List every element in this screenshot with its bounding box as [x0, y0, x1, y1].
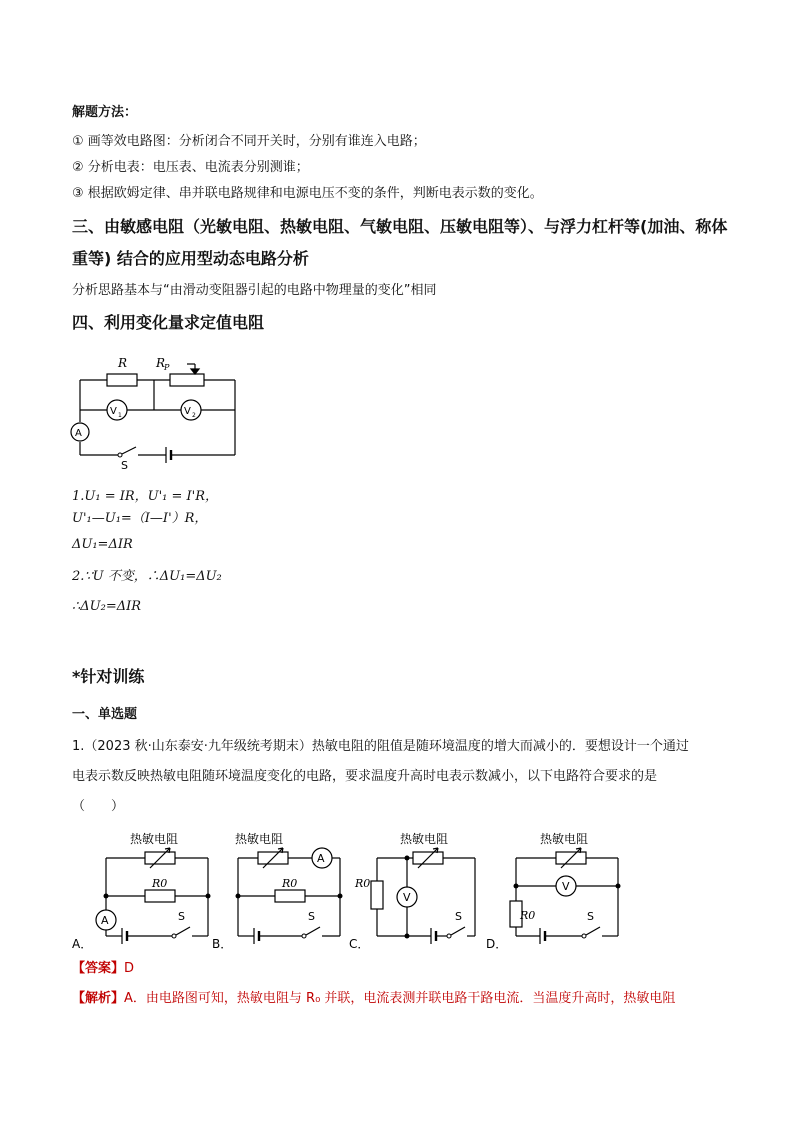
circuit-label-rp-sub: P: [164, 363, 170, 372]
circuit-label-r: R: [118, 356, 128, 370]
option-c-switch: S: [455, 910, 462, 923]
option-a-meter: A: [101, 914, 109, 927]
option-d-meter: V: [562, 880, 570, 893]
circuit-voltmeter-v2: V: [184, 406, 191, 417]
option-a-thermistor-label: 热敏电阻: [130, 832, 179, 846]
analysis-line: [72, 990, 675, 1008]
option-b-switch: S: [308, 910, 315, 923]
option-c-circuit: [345, 823, 485, 951]
question-type: 一、单选题: [72, 707, 138, 722]
analysis-text: A．由电路图可知，热敏电阻与 R₀ 并联，电流表测并联电路干路电流．当温度升高时，热敏电阻: [124, 991, 676, 1006]
option-a-circuit: [68, 823, 216, 951]
option-c-meter: V: [403, 891, 411, 904]
circuit-voltmeter-v1: V: [110, 406, 117, 417]
formula-2: U'₁—U₁=（I—I'）R，: [72, 511, 208, 526]
option-b-thermistor-label: 热敏电阻: [235, 832, 284, 846]
circuit-label-rp: R: [156, 356, 166, 370]
q1-line-2: 电表示数反映热敏电阻随环境温度变化的电路，要求温度升高时电表示数减小，以下电路符合要求的是: [72, 769, 658, 784]
section4-circuit-diagram: [70, 350, 250, 475]
section3-title-line2: 重等) 结合的应用型动态电路分析: [72, 249, 309, 268]
circuit-voltmeter-v2-sub: 2: [192, 412, 196, 419]
q1-line-1: 1.（2023 秋·山东泰安·九年级统考期末）热敏电阻的阻值是随环境温度的增大而减小的．要想设计一个通过: [72, 739, 689, 754]
section3-note: 分析思路基本与“由滑动变阻器引起的电路中物理量的变化”相同: [72, 283, 437, 298]
option-b-meter: A: [317, 852, 325, 865]
option-b-r0-label: R0: [282, 877, 298, 890]
option-c-letter: C．: [349, 937, 370, 951]
circuit-ammeter-a: A: [75, 428, 82, 439]
section4-title: 四、利用变化量求定值电阻: [72, 313, 265, 332]
option-d-r0-label: R0: [520, 909, 536, 922]
formula-4: 2.∵U 不变，∴ΔU₁=ΔU₂: [72, 569, 222, 584]
answer-value: D: [124, 961, 135, 976]
training-title: *针对训练: [72, 667, 145, 686]
option-b-circuit: [208, 823, 348, 951]
option-d-switch: S: [587, 910, 594, 923]
method-step-3: ③ 根据欧姆定律、串并联电路规律和电源电压不变的条件，判断电表示数的变化。: [72, 186, 543, 201]
section3-title-line1: 三、由敏感电阻（光敏电阻、热敏电阻、气敏电阻、压敏电阻等）、与浮力杠杆等(加油、称体: [72, 217, 728, 236]
circuit-switch-s: S: [121, 459, 128, 472]
option-b-letter: B．: [212, 937, 233, 951]
option-a-letter: A．: [72, 937, 93, 951]
answer-line: [72, 960, 134, 978]
formula-5: ∴ΔU₂=ΔIR: [72, 599, 142, 614]
formula-3: ΔU₁=ΔIR: [72, 537, 133, 552]
method-step-1: ① 画等效电路图：分析闭合不同开关时，分别有谁连入电路；: [72, 134, 426, 149]
method-step-2: ② 分析电表：电压表、电流表分别测谁；: [72, 160, 309, 175]
formula-1: 1.U₁ = IR，U'₁ = I'R，: [72, 489, 219, 504]
analysis-tag: 【解析】: [72, 991, 125, 1006]
option-c-thermistor-label: 热敏电阻: [400, 832, 449, 846]
option-a-r0-label: R0: [152, 877, 168, 890]
option-d-thermistor-label: 热敏电阻: [540, 832, 589, 846]
circuit-voltmeter-v1-sub: 1: [118, 412, 122, 419]
option-d-circuit: [484, 823, 634, 951]
option-c-r0-label: R0: [355, 877, 371, 890]
answer-tag: 【答案】: [72, 961, 125, 976]
q1-line-3: （ ）: [72, 799, 125, 814]
option-a-switch: S: [178, 910, 185, 923]
method-heading: 解题方法：: [72, 105, 138, 120]
option-d-letter: D．: [486, 937, 508, 951]
